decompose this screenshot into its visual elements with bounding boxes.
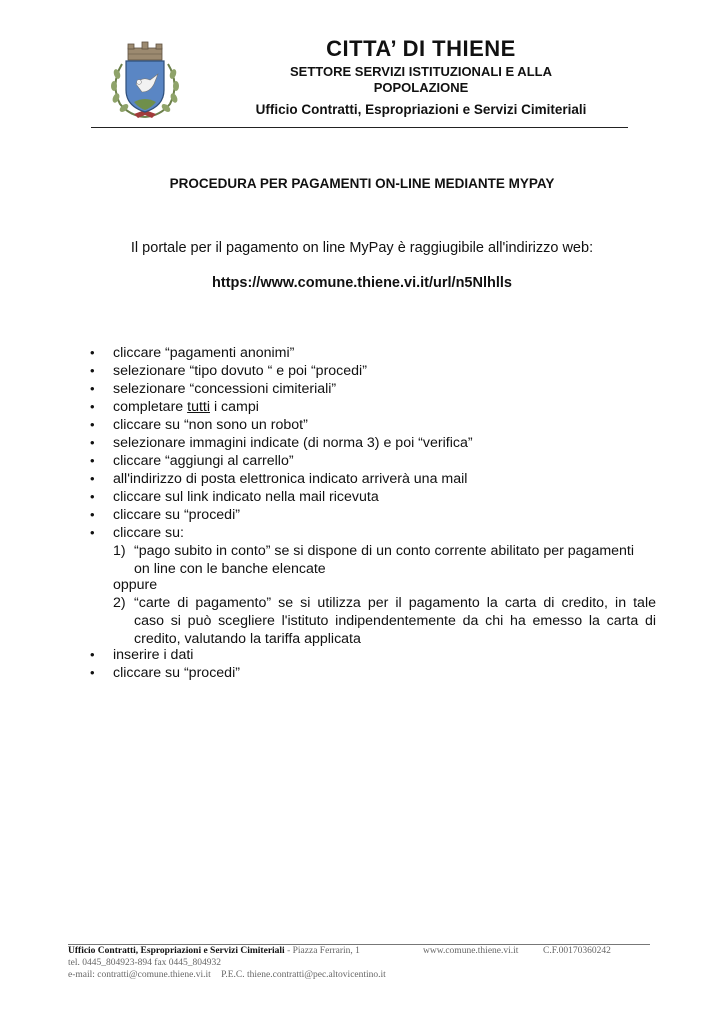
step-item: selezionare immagini indicate (di norma 3) e poi “verifica”: [113, 435, 473, 451]
option-line: “pago subito in conto” se si dispone di un conto corrente abilitato per pagamenti: [134, 543, 635, 559]
footer-office: Ufficio Contratti, Espropriazioni e Servizi Cimiteriali: [68, 946, 285, 956]
bullet: •: [90, 525, 95, 540]
sector-line-1: SETTORE SERVIZI ISTITUZIONALI E ALLA: [290, 64, 552, 79]
oppure-text: oppure: [113, 577, 158, 593]
footer-email[interactable]: e-mail: contratti@comune.thiene.vi.it: [68, 970, 211, 980]
step-item: cliccare su:: [113, 525, 184, 541]
step-item: cliccare sul link indicato nella mail ricevuta: [113, 489, 379, 505]
option-line: caso si può scegliere l'istituto indipendentemente da chi ha emesso la carta di: [134, 613, 656, 630]
footer-phone: tel. 0445_804923-894 fax 0445_804932: [68, 958, 222, 968]
bullet: •: [90, 507, 95, 522]
footer-divider: [68, 944, 650, 945]
step-item: cliccare su “procedi”: [113, 665, 240, 681]
step-item: selezionare “tipo dovuto “ e poi “procedi”: [113, 363, 367, 379]
option-number: 2): [113, 595, 126, 611]
option-number: 1): [113, 543, 126, 559]
city-name: CITTA’ DI THIENE: [326, 36, 516, 61]
step-item: cliccare “aggiungi al carrello”: [113, 453, 294, 469]
office-name: Ufficio Contratti, Espropriazioni e Servizi Cimiteriali: [255, 102, 587, 117]
option-credit-card: [134, 594, 656, 649]
bullet: •: [90, 435, 95, 450]
portal-url[interactable]: https://www.comune.thiene.vi.it/url/n5Nlhlls: [212, 275, 512, 291]
sector-name: [236, 64, 606, 96]
bullet: •: [90, 489, 95, 504]
bullet: •: [90, 471, 95, 486]
intro-text: Il portale per il pagamento on line MyPay è raggiugibile all'indirizzo web:: [130, 240, 594, 256]
footer-website[interactable]: www.comune.thiene.vi.it: [423, 946, 519, 956]
document-title: PROCEDURA PER PAGAMENTI ON-LINE MEDIANTE MYPAY: [169, 176, 555, 191]
footer-address: - Piazza Ferrarin, 1: [284, 946, 360, 956]
step-item: inserire i dati: [113, 647, 194, 663]
bullet: •: [90, 363, 95, 378]
header-divider: [91, 127, 628, 128]
footer-line-1: [68, 946, 611, 956]
bullet: •: [90, 665, 95, 680]
bullet: •: [90, 345, 95, 360]
city-coat-of-arms: [104, 40, 186, 120]
option-line: credito, valutando la tariffa applicata: [134, 631, 361, 648]
option-pay-account: [134, 542, 656, 578]
option-line: on line con le banche elencate: [134, 561, 326, 578]
step-item: selezionare “concessioni cimiteriali”: [113, 381, 337, 397]
step-item: cliccare su “non sono un robot”: [113, 417, 308, 433]
option-line: “carte di pagamento” se si utilizza per il pagamento la carta di credito, in tale: [134, 595, 656, 611]
footer-tax-code: C.F.00170360242: [543, 946, 611, 956]
step-text: completare: [113, 399, 188, 415]
bullet: •: [90, 453, 95, 468]
bullet: •: [90, 399, 95, 414]
step-item: all'indirizzo di posta elettronica indicato arriverà una mail: [113, 471, 468, 487]
step-text: i campi: [210, 399, 259, 415]
step-item: cliccare “pagamenti anonimi”: [113, 345, 295, 361]
footer-line-3: [68, 970, 386, 980]
bullet: •: [90, 417, 95, 432]
step-item: cliccare su “procedi”: [113, 507, 240, 523]
step-item: [113, 398, 259, 416]
sector-line-2: POPOLAZIONE: [373, 80, 469, 95]
footer-pec[interactable]: P.E.C. thiene.contratti@pec.altovicentino.it: [221, 970, 386, 980]
bullet: •: [90, 381, 95, 396]
underlined-word: tutti: [187, 399, 210, 415]
bullet: •: [90, 647, 95, 662]
